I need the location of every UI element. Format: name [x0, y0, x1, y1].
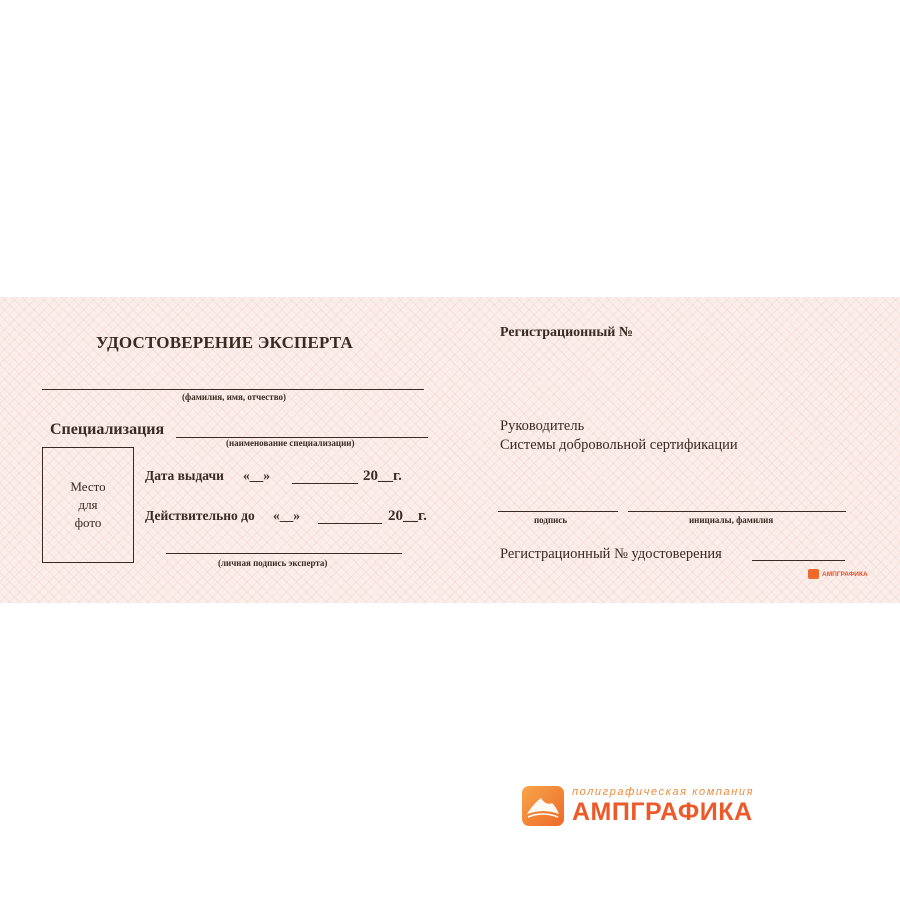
brand-logo[interactable]	[522, 786, 754, 826]
fio-line	[42, 389, 424, 390]
photo-text-line: для	[78, 497, 98, 512]
certificate-registration-label: Регистрационный № удостоверения	[500, 546, 722, 562]
mini-brand-logo	[808, 569, 868, 579]
brand-name: АМПГРАФИКА	[572, 798, 753, 826]
mini-brand-name: АМПГРАФИКА	[822, 570, 868, 578]
photo-text-line: фото	[74, 515, 102, 530]
head-initials-line	[628, 511, 846, 512]
valid-until-year: 20__г.	[388, 508, 427, 524]
fio-caption: (фамилия, имя, отчество)	[182, 392, 287, 402]
issue-date-day: «__»	[243, 468, 270, 483]
brand-mountain-icon	[522, 786, 564, 826]
certificate-card	[0, 297, 900, 603]
brand-logo-icon	[808, 569, 819, 579]
brand-tagline: полиграфическая компания	[572, 786, 755, 798]
head-signature-caption: подпись	[534, 515, 568, 525]
issue-date-year: 20__г.	[363, 468, 402, 484]
photo-placeholder	[42, 447, 134, 563]
head-signature-line	[498, 511, 618, 512]
registration-number-title: Регистрационный №	[500, 325, 633, 340]
expert-signature-caption: (личная подпись эксперта)	[218, 558, 328, 568]
head-title-line2: Системы добровольной сертификации	[500, 437, 738, 453]
head-title-line1: Руководитель	[500, 418, 585, 434]
valid-until-month-line	[318, 523, 382, 524]
issue-date-month-line	[292, 483, 358, 484]
expert-signature-line	[166, 553, 402, 554]
certificate-registration-line	[752, 560, 845, 561]
valid-until-label: Действительно до	[145, 508, 255, 523]
photo-text-line: Место	[70, 479, 106, 494]
valid-until-day: «__»	[273, 508, 300, 523]
issue-date-label: Дата выдачи	[145, 468, 224, 483]
head-initials-caption: инициалы, фамилия	[689, 515, 774, 525]
specialization-label: Специализация	[50, 421, 165, 438]
certificate-title: УДОСТОВЕРЕНИЕ ЭКСПЕРТА	[96, 333, 353, 352]
specialization-caption: (наименование специализации)	[226, 438, 355, 448]
